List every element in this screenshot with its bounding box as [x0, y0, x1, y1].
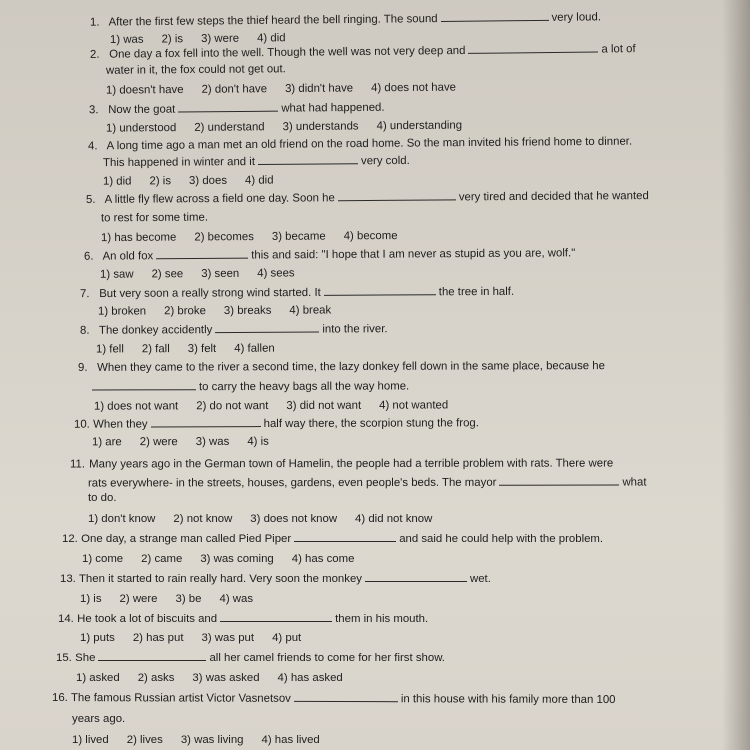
answer-blank[interactable]: [98, 651, 206, 661]
option[interactable]: 2) asks: [137, 672, 175, 684]
answer-blank[interactable]: [338, 190, 456, 201]
answer-blank[interactable]: [258, 154, 358, 165]
option[interactable]: 4) has come: [291, 553, 355, 565]
option[interactable]: 2) see: [151, 268, 184, 281]
option[interactable]: 2) don't have: [201, 83, 268, 96]
option[interactable]: 3) was asked: [192, 672, 260, 684]
option[interactable]: 3) does not know: [250, 513, 338, 525]
option[interactable]: 1) broken: [97, 305, 147, 318]
option[interactable]: 3) did not want: [286, 399, 362, 412]
question-1: 1. After the first few steps the thief heard the bell ringing. The sound very loud.: [89, 11, 602, 29]
option[interactable]: 4) was: [219, 593, 254, 605]
answer-blank[interactable]: [215, 323, 319, 334]
option[interactable]: 2) fall: [141, 343, 170, 356]
answer-blank[interactable]: [294, 532, 396, 542]
option[interactable]: 3) didn't have: [285, 82, 354, 96]
options-3: [106, 118, 480, 136]
option[interactable]: 2) understand: [194, 121, 265, 134]
question-14: 14. He took a lot of biscuits and them in his mouth.: [58, 613, 429, 625]
option[interactable]: 2) becomes: [194, 231, 254, 244]
option[interactable]: 2) broke: [164, 305, 206, 318]
option[interactable]: 1) fell: [95, 343, 124, 356]
options-4: [103, 173, 292, 189]
option[interactable]: 3) felt: [187, 342, 217, 356]
question-6: 6. An old fox this and said: "I hope that I am never as stupid as you are, wolf.": [83, 247, 576, 263]
option[interactable]: 2) not know: [173, 513, 233, 525]
question-4: 4. A long time ago a man met an old friend on the road home. So the man invited his friend home to dinner.: [87, 135, 633, 153]
option[interactable]: 3) was: [195, 435, 230, 448]
option[interactable]: 1) lived: [72, 734, 109, 746]
question-16-continued: years ago.: [72, 713, 126, 725]
options-12: [82, 552, 372, 567]
option[interactable]: 4) fallen: [234, 342, 275, 355]
option[interactable]: 1) did: [102, 175, 132, 188]
option[interactable]: 2) is: [161, 33, 184, 46]
option[interactable]: 1) saw: [99, 268, 134, 281]
option[interactable]: 4) become: [343, 230, 398, 243]
question-16: 16. The famous Russian artist Victor Vasnetsov in this house with his family more than 100: [51, 692, 616, 706]
question-9-continued: to carry the heavy bags all the way home.: [92, 379, 409, 395]
answer-blank[interactable]: [468, 43, 598, 54]
option[interactable]: 3) was coming: [200, 553, 274, 565]
option[interactable]: 1) don't know: [88, 513, 156, 525]
option[interactable]: 3) were: [201, 32, 240, 46]
options-15: [76, 671, 361, 686]
option[interactable]: 3) became: [271, 230, 326, 243]
option[interactable]: 4) did: [257, 32, 286, 45]
answer-blank[interactable]: [220, 612, 332, 622]
question-10: 10. When they half way there, the scorpion stung the frog.: [73, 417, 479, 431]
question-9: 9. When they came to the river a second time, the lazy donkey fell down in the same place, because he: [77, 360, 605, 374]
options-5: [101, 229, 416, 246]
option[interactable]: 3) be: [175, 593, 202, 605]
question-8: 8. The donkey accidently into the river.: [79, 323, 388, 337]
option[interactable]: 1) are: [91, 436, 122, 449]
option[interactable]: 1) is: [80, 593, 102, 605]
option[interactable]: 4) did: [244, 174, 274, 187]
options-6: [100, 266, 313, 282]
option[interactable]: 1) come: [82, 553, 124, 565]
answer-blank[interactable]: [156, 249, 248, 260]
options-7: [98, 303, 349, 319]
question-15: 15. She all her camel friends to come for her first show.: [56, 652, 445, 664]
option[interactable]: 1) puts: [80, 632, 115, 644]
question-12: 12. One day, a strange man called Pied Piper and said he could help with the problem.: [62, 533, 604, 545]
option[interactable]: 1) has become: [100, 231, 177, 245]
option[interactable]: 4) has lived: [261, 734, 320, 746]
question-13: 13. Then it started to rain really hard. Very soon the monkey wet.: [60, 573, 491, 585]
option[interactable]: 2) were: [119, 593, 158, 605]
option[interactable]: 1) was: [109, 33, 144, 47]
answer-blank[interactable]: [365, 572, 467, 582]
option[interactable]: 4) put: [272, 632, 302, 644]
answer-blank[interactable]: [441, 11, 549, 22]
question-11-continued-2: to do.: [88, 492, 117, 504]
options-13: [80, 592, 271, 607]
options-8: [96, 341, 293, 357]
option[interactable]: 4) not wanted: [379, 399, 449, 412]
option[interactable]: 3) seen: [201, 267, 240, 281]
option[interactable]: 4) break: [289, 304, 332, 317]
question-5-continued: to rest for some time.: [100, 211, 209, 225]
option[interactable]: 2) lives: [126, 734, 163, 746]
options-9: [94, 398, 466, 414]
options-10: [92, 435, 287, 451]
option[interactable]: 2) has put: [132, 632, 184, 644]
answer-blank[interactable]: [92, 380, 196, 390]
option[interactable]: 4) does not have: [371, 81, 457, 95]
question-3: 3. Now the goat what had happened.: [88, 101, 385, 117]
option[interactable]: 2) do not want: [196, 400, 269, 413]
option[interactable]: 2) came: [141, 553, 183, 565]
option[interactable]: 3) was living: [180, 734, 244, 746]
question-5: 5. A little fly flew across a field one day. Soon he very tired and decided that he wanted: [85, 190, 649, 206]
option[interactable]: 1) asked: [76, 672, 120, 684]
option[interactable]: 1) understood: [105, 122, 177, 135]
option[interactable]: 3) does: [188, 174, 228, 188]
question-11-continued: rats everywhere- in the streets, houses, gardens, even people's beds. The mayor what: [87, 476, 647, 490]
option[interactable]: 4) understanding: [376, 119, 463, 133]
question-11: 11. Many years ago in the German town of Hamelin, the people had a terrible problem with rats. There were: [69, 457, 614, 471]
question-2-continued: water in it, the fox could not get out.: [105, 63, 286, 77]
option[interactable]: 4) sees: [257, 267, 295, 280]
option[interactable]: 4) is: [247, 435, 269, 448]
question-4-continued: This happened in winter and it very cold.: [102, 154, 410, 170]
option[interactable]: 3) understands: [282, 120, 359, 134]
question-7: 7. But very soon a really strong wind started. It the tree in half.: [79, 285, 515, 301]
option[interactable]: 3) was put: [201, 632, 255, 644]
option[interactable]: 2) were: [139, 436, 178, 449]
answer-blank[interactable]: [294, 692, 398, 702]
answer-blank[interactable]: [324, 285, 436, 296]
option[interactable]: 2) is: [149, 175, 172, 188]
options-2: [106, 80, 474, 98]
option[interactable]: 4) did not know: [355, 513, 433, 525]
answer-blank[interactable]: [151, 417, 261, 427]
question-2: 2. One day a fox fell into the well. Though the well was not very deep and a lot of: [89, 43, 636, 61]
page-shadow: [722, 0, 750, 750]
answer-blank[interactable]: [499, 476, 619, 486]
options-16: [72, 733, 338, 748]
options-14: [80, 631, 319, 646]
option[interactable]: 1) doesn't have: [105, 83, 184, 97]
option[interactable]: 1) does not want: [93, 400, 179, 413]
option[interactable]: 4) has asked: [277, 672, 343, 684]
options-11: [88, 512, 450, 527]
option[interactable]: 3) breaks: [223, 304, 272, 317]
answer-blank[interactable]: [178, 102, 278, 113]
